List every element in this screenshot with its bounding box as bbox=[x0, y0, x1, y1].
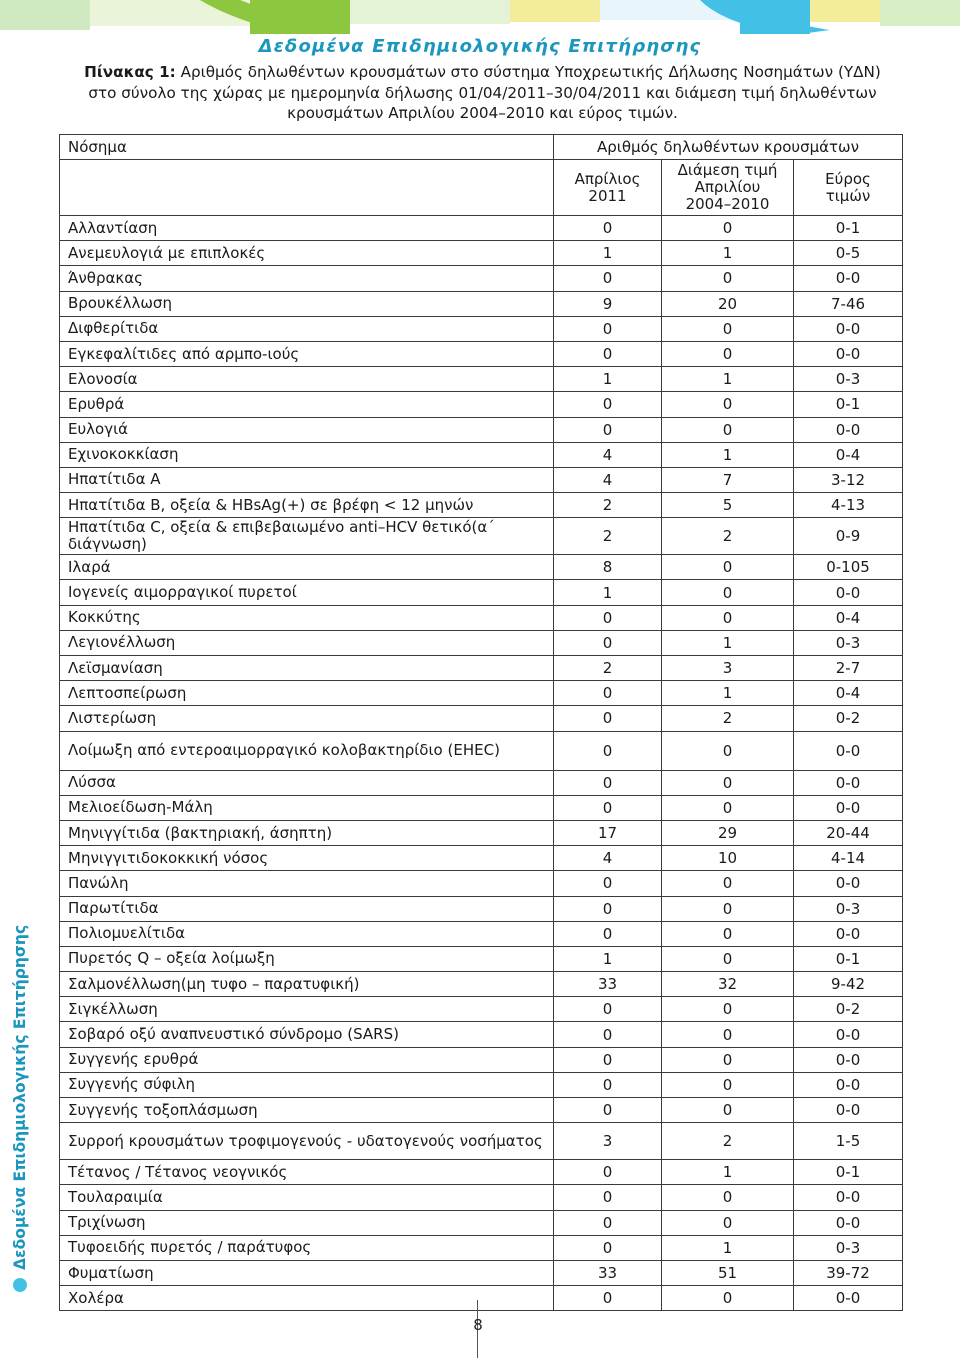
april-value: 33 bbox=[554, 972, 662, 997]
median-value: 0 bbox=[662, 896, 794, 921]
median-value: 1 bbox=[662, 630, 794, 655]
table-row bbox=[60, 630, 903, 655]
april-value: 1 bbox=[554, 946, 662, 971]
table-row bbox=[60, 216, 903, 241]
table-row bbox=[60, 518, 903, 555]
range-value: 3-12 bbox=[794, 467, 903, 492]
median-value: 1 bbox=[662, 681, 794, 706]
table-row bbox=[60, 921, 903, 946]
median-value: 0 bbox=[662, 731, 794, 770]
median-value: 0 bbox=[662, 997, 794, 1022]
april-value: 1 bbox=[554, 241, 662, 266]
range-value: 0-3 bbox=[794, 896, 903, 921]
column-header-disease: Νόσημα bbox=[60, 135, 554, 160]
table-row bbox=[60, 1123, 903, 1160]
median-value: 0 bbox=[662, 417, 794, 442]
table-row bbox=[60, 997, 903, 1022]
april-value: 0 bbox=[554, 1286, 662, 1311]
disease-name: Ιογενείς αιμορραγικοί πυρετοί bbox=[60, 580, 554, 605]
disease-name: Μηνιγγιτιδοκοκκική νόσος bbox=[60, 846, 554, 871]
median-value: 0 bbox=[662, 1210, 794, 1235]
disease-name: Λύσσα bbox=[60, 770, 554, 795]
april-value: 0 bbox=[554, 1072, 662, 1097]
april-value: 0 bbox=[554, 605, 662, 630]
april-value: 0 bbox=[554, 1235, 662, 1260]
april-value: 0 bbox=[554, 731, 662, 770]
april-value: 0 bbox=[554, 266, 662, 291]
april-value: 0 bbox=[554, 706, 662, 731]
range-value: 9-42 bbox=[794, 972, 903, 997]
table-row bbox=[60, 1260, 903, 1285]
median-label-line-2: Απριλίου bbox=[694, 178, 761, 196]
table-row bbox=[60, 896, 903, 921]
range-value: 1-5 bbox=[794, 1123, 903, 1160]
april-value: 33 bbox=[554, 1260, 662, 1285]
caption-text-1: Αριθμός δηλωθέντων κρουσμάτων στο σύστημα Υποχρεωτικής Δήλωσης Νοσημάτων (ΥΔΝ) bbox=[180, 63, 881, 81]
range-value: 4-14 bbox=[794, 846, 903, 871]
table-row bbox=[60, 946, 903, 971]
table-row bbox=[60, 972, 903, 997]
table-row bbox=[60, 341, 903, 366]
column-header-april bbox=[554, 160, 662, 216]
range-value: 0-0 bbox=[794, 1185, 903, 1210]
table-row bbox=[60, 820, 903, 845]
top-band-graphic bbox=[0, 0, 960, 40]
table-row bbox=[60, 1160, 903, 1185]
range-value: 0-2 bbox=[794, 997, 903, 1022]
median-value: 10 bbox=[662, 846, 794, 871]
table-row bbox=[60, 731, 903, 770]
disease-name: Ηπατίτιδα Β, οξεία & HBsAg(+) σε βρέφη < 12 μηνών bbox=[60, 493, 554, 518]
page-header-title: Δεδομένα Επιδημιολογικής Επιτήρησης bbox=[258, 36, 702, 57]
range-label-line-1: Εύρος bbox=[825, 169, 871, 188]
caption-line-1 bbox=[60, 62, 905, 83]
page-number: 8 bbox=[473, 1316, 483, 1334]
range-value: 0-0 bbox=[794, 1098, 903, 1123]
april-value: 0 bbox=[554, 1210, 662, 1235]
median-value: 29 bbox=[662, 820, 794, 845]
table-row bbox=[60, 493, 903, 518]
median-value: 0 bbox=[662, 946, 794, 971]
disease-name: Μελιοείδωση-Μάλη bbox=[60, 795, 554, 820]
range-value: 0-0 bbox=[794, 1286, 903, 1311]
disease-name: Βρουκέλλωση bbox=[60, 291, 554, 316]
april-value: 0 bbox=[554, 1047, 662, 1072]
caption-line-3: κρουσμάτων Απριλίου 2004–2010 και εύρος τιμών. bbox=[287, 104, 678, 122]
april-value: 1 bbox=[554, 580, 662, 605]
table-caption bbox=[60, 62, 905, 124]
table-row bbox=[60, 580, 903, 605]
caption-line-2: στο σύνολο της χώρας με ημερομηνία δήλωσης 01/04/2011–30/04/2011 και διάμεση τιμή δηλωθέντων bbox=[88, 83, 877, 102]
april-value: 4 bbox=[554, 442, 662, 467]
disease-name: Μηνιγγίτιδα (βακτηριακή, άσηπτη) bbox=[60, 820, 554, 845]
disease-name: Ανεμευλογιά με επιπλοκές bbox=[60, 241, 554, 266]
april-value: 0 bbox=[554, 896, 662, 921]
disease-name: Λεπτοσπείρωση bbox=[60, 681, 554, 706]
disease-name: Ηπατίτιδα Α bbox=[60, 467, 554, 492]
median-value: 0 bbox=[662, 605, 794, 630]
range-value: 0-0 bbox=[794, 1047, 903, 1072]
range-value: 0-3 bbox=[794, 1235, 903, 1260]
disease-name: Ευλογιά bbox=[60, 417, 554, 442]
median-label-line-1: Διάμεση τιμή bbox=[677, 161, 778, 179]
disease-name: Λοίμωξη από εντεροαιμορραγικό κολοβακτηρίδιο (EHEC) bbox=[60, 731, 554, 770]
april-value: 0 bbox=[554, 216, 662, 241]
range-value: 0-2 bbox=[794, 706, 903, 731]
median-value: 0 bbox=[662, 316, 794, 341]
median-value: 1 bbox=[662, 442, 794, 467]
disease-name: Συγγενής τοξοπλάσμωση bbox=[60, 1098, 554, 1123]
disease-name: Πολιομυελίτιδα bbox=[60, 921, 554, 946]
table-row bbox=[60, 467, 903, 492]
median-value: 0 bbox=[662, 1047, 794, 1072]
column-group-header: Αριθμός δηλωθέντων κρουσμάτων bbox=[554, 135, 903, 160]
table-row bbox=[60, 1047, 903, 1072]
table-row bbox=[60, 1235, 903, 1260]
april-value: 0 bbox=[554, 392, 662, 417]
range-value: 0-0 bbox=[794, 341, 903, 366]
table-row bbox=[60, 1210, 903, 1235]
header-row-2 bbox=[60, 160, 903, 216]
table-row bbox=[60, 706, 903, 731]
table-row bbox=[60, 1185, 903, 1210]
disease-name: Παρωτίτιδα bbox=[60, 896, 554, 921]
range-value: 0-1 bbox=[794, 216, 903, 241]
disease-name: Ελονοσία bbox=[60, 367, 554, 392]
median-value: 3 bbox=[662, 656, 794, 681]
range-value: 0-0 bbox=[794, 731, 903, 770]
table-body bbox=[60, 216, 903, 1311]
disease-name: Τριχίνωση bbox=[60, 1210, 554, 1235]
table-row bbox=[60, 656, 903, 681]
range-value: 39-72 bbox=[794, 1260, 903, 1285]
table-row bbox=[60, 1286, 903, 1311]
april-value: 0 bbox=[554, 921, 662, 946]
april-value: 9 bbox=[554, 291, 662, 316]
april-value: 17 bbox=[554, 820, 662, 845]
median-value: 0 bbox=[662, 555, 794, 580]
caption-label: Πίνακας 1: bbox=[84, 63, 176, 81]
range-value: 0-3 bbox=[794, 367, 903, 392]
table-row bbox=[60, 367, 903, 392]
range-value: 0-5 bbox=[794, 241, 903, 266]
range-value: 20-44 bbox=[794, 820, 903, 845]
table-row bbox=[60, 241, 903, 266]
april-value: 0 bbox=[554, 1022, 662, 1047]
range-value: 0-0 bbox=[794, 795, 903, 820]
disease-name: Διφθερίτιδα bbox=[60, 316, 554, 341]
april-value: 4 bbox=[554, 467, 662, 492]
range-value: 2-7 bbox=[794, 656, 903, 681]
median-value: 2 bbox=[662, 706, 794, 731]
range-value: 0-4 bbox=[794, 681, 903, 706]
disease-name: Ερυθρά bbox=[60, 392, 554, 417]
april-value: 2 bbox=[554, 493, 662, 518]
median-value: 0 bbox=[662, 216, 794, 241]
table-row bbox=[60, 555, 903, 580]
median-value: 0 bbox=[662, 921, 794, 946]
median-value: 1 bbox=[662, 1160, 794, 1185]
table-row bbox=[60, 871, 903, 896]
disease-name: Χολέρα bbox=[60, 1286, 554, 1311]
disease-name: Συρροή κρουσμάτων τροφιμογενούς - υδατογενούς νοσήματος bbox=[60, 1123, 554, 1160]
median-value: 20 bbox=[662, 291, 794, 316]
median-value: 0 bbox=[662, 770, 794, 795]
range-value: 4-13 bbox=[794, 493, 903, 518]
april-value: 0 bbox=[554, 871, 662, 896]
range-value: 0-0 bbox=[794, 871, 903, 896]
april-value: 0 bbox=[554, 417, 662, 442]
median-value: 32 bbox=[662, 972, 794, 997]
range-value: 0-1 bbox=[794, 1160, 903, 1185]
disease-name: Ηπατίτιδα C, οξεία & επιβεβαιωμένο anti–HCV θετικό(α΄ διάγνωση) bbox=[60, 518, 554, 555]
disease-name: Τουλαραιμία bbox=[60, 1185, 554, 1210]
median-value: 0 bbox=[662, 1072, 794, 1097]
range-value: 0-1 bbox=[794, 946, 903, 971]
april-label-line-1: Απρίλιος bbox=[574, 169, 641, 188]
disease-name: Ιλαρά bbox=[60, 555, 554, 580]
april-value: 0 bbox=[554, 997, 662, 1022]
column-header-median bbox=[662, 160, 794, 216]
disease-name: Λεγιονέλλωση bbox=[60, 630, 554, 655]
table-row bbox=[60, 316, 903, 341]
median-value: 2 bbox=[662, 1123, 794, 1160]
april-value: 0 bbox=[554, 630, 662, 655]
range-value: 0-0 bbox=[794, 1072, 903, 1097]
disease-name: Τέτανος / Τέτανος νεογνικός bbox=[60, 1160, 554, 1185]
table-row bbox=[60, 1098, 903, 1123]
april-value: 3 bbox=[554, 1123, 662, 1160]
decorative-top-band bbox=[0, 0, 960, 40]
disease-name: Σαλμονέλλωση(μη τυφο – παρατυφική) bbox=[60, 972, 554, 997]
disease-name: Εχινοκοκκίαση bbox=[60, 442, 554, 467]
april-value: 0 bbox=[554, 770, 662, 795]
table-row bbox=[60, 291, 903, 316]
median-value: 0 bbox=[662, 871, 794, 896]
range-value: 0-0 bbox=[794, 1022, 903, 1047]
april-value: 0 bbox=[554, 681, 662, 706]
median-value: 0 bbox=[662, 580, 794, 605]
april-value: 0 bbox=[554, 1160, 662, 1185]
range-value: 0-105 bbox=[794, 555, 903, 580]
april-label-line-2: 2011 bbox=[588, 186, 627, 205]
header-row-1 bbox=[60, 135, 903, 160]
disease-name: Άνθρακας bbox=[60, 266, 554, 291]
april-value: 0 bbox=[554, 795, 662, 820]
median-value: 0 bbox=[662, 1286, 794, 1311]
disease-name: Λιστερίωση bbox=[60, 706, 554, 731]
range-value: 0-3 bbox=[794, 630, 903, 655]
median-value: 0 bbox=[662, 1022, 794, 1047]
april-value: 0 bbox=[554, 316, 662, 341]
disease-name: Πυρετός Q – οξεία λοίμωξη bbox=[60, 946, 554, 971]
range-value: 0-0 bbox=[794, 921, 903, 946]
range-value: 0-0 bbox=[794, 580, 903, 605]
column-header-range bbox=[794, 160, 903, 216]
disease-name: Λεϊσμανίαση bbox=[60, 656, 554, 681]
disease-name: Σοβαρό οξύ αναπνευστικό σύνδρομο (SARS) bbox=[60, 1022, 554, 1047]
table-row bbox=[60, 605, 903, 630]
disease-name: Συγγενής ερυθρά bbox=[60, 1047, 554, 1072]
median-value: 51 bbox=[662, 1260, 794, 1285]
range-value: 0-4 bbox=[794, 605, 903, 630]
median-value: 0 bbox=[662, 795, 794, 820]
april-value: 2 bbox=[554, 656, 662, 681]
table-row bbox=[60, 442, 903, 467]
median-label-line-3: 2004–2010 bbox=[685, 195, 770, 213]
range-value: 0-0 bbox=[794, 1210, 903, 1235]
disease-name: Αλλαντίαση bbox=[60, 216, 554, 241]
bullet-dot-icon bbox=[13, 1278, 27, 1292]
side-section-label bbox=[8, 922, 32, 1292]
range-value: 0-0 bbox=[794, 266, 903, 291]
april-value: 2 bbox=[554, 518, 662, 555]
range-value: 0-0 bbox=[794, 316, 903, 341]
range-label-line-2: τιμών bbox=[825, 186, 871, 205]
table-row bbox=[60, 266, 903, 291]
cases-table bbox=[59, 134, 903, 1311]
table-row bbox=[60, 1072, 903, 1097]
median-value: 7 bbox=[662, 467, 794, 492]
column-header-empty bbox=[60, 160, 554, 216]
disease-name: Κοκκύτης bbox=[60, 605, 554, 630]
table-row bbox=[60, 417, 903, 442]
median-value: 1 bbox=[662, 1235, 794, 1260]
range-value: 7-46 bbox=[794, 291, 903, 316]
median-value: 5 bbox=[662, 493, 794, 518]
table-row bbox=[60, 795, 903, 820]
median-value: 0 bbox=[662, 392, 794, 417]
side-label-text: Δεδομένα Επιδημιολογικής Επιτήρησης bbox=[11, 924, 29, 1270]
disease-name: Συγγενής σύφιλη bbox=[60, 1072, 554, 1097]
table-row bbox=[60, 681, 903, 706]
range-value: 0-9 bbox=[794, 518, 903, 555]
table-row bbox=[60, 392, 903, 417]
table-row bbox=[60, 846, 903, 871]
median-value: 1 bbox=[662, 367, 794, 392]
median-value: 0 bbox=[662, 1098, 794, 1123]
range-value: 0-4 bbox=[794, 442, 903, 467]
disease-name: Σιγκέλλωση bbox=[60, 997, 554, 1022]
april-value: 0 bbox=[554, 1098, 662, 1123]
disease-name: Πανώλη bbox=[60, 871, 554, 896]
disease-name: Τυφοειδής πυρετός / παράτυφος bbox=[60, 1235, 554, 1260]
april-value: 1 bbox=[554, 367, 662, 392]
april-value: 8 bbox=[554, 555, 662, 580]
median-value: 2 bbox=[662, 518, 794, 555]
april-value: 0 bbox=[554, 1185, 662, 1210]
range-value: 0-1 bbox=[794, 392, 903, 417]
table-row bbox=[60, 770, 903, 795]
median-value: 0 bbox=[662, 266, 794, 291]
range-value: 0-0 bbox=[794, 770, 903, 795]
median-value: 1 bbox=[662, 241, 794, 266]
april-value: 0 bbox=[554, 341, 662, 366]
disease-name: Εγκεφαλίτιδες από αρμπο-ιούς bbox=[60, 341, 554, 366]
median-value: 0 bbox=[662, 341, 794, 366]
disease-name: Φυματίωση bbox=[60, 1260, 554, 1285]
table-row bbox=[60, 1022, 903, 1047]
median-value: 0 bbox=[662, 1185, 794, 1210]
april-value: 4 bbox=[554, 846, 662, 871]
range-value: 0-0 bbox=[794, 417, 903, 442]
